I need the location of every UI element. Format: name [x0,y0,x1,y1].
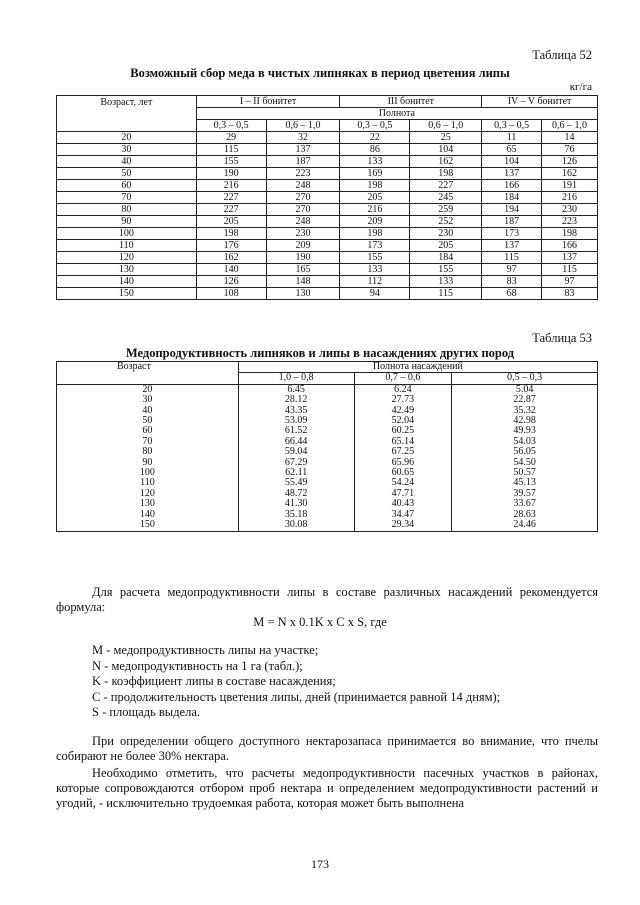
table52-value-cell: 198 [410,168,482,180]
table53-age-cell: 90 [57,458,239,468]
table52-value-cell: 248 [266,216,340,228]
table52-age-cell: 50 [57,168,197,180]
table-row [57,240,598,252]
table52-value-cell: 22 [340,132,410,144]
table52-value-cell: 83 [542,288,598,300]
table52-value-cell: 227 [410,180,482,192]
table52-value-cell: 104 [410,144,482,156]
table53-value-cell: 54.50 [452,458,598,468]
page-number: 173 [311,857,329,871]
table52-value-cell: 68 [482,288,542,300]
table53-value-cell: 41.30 [238,499,354,509]
table52-value-cell: 162 [410,156,482,168]
table53-label: Таблица 53 [532,331,592,345]
table-row [57,288,598,300]
table52-value-cell: 97 [542,276,598,288]
table-row [57,520,598,531]
definition-item: C - продолжительность цветения липы, дней (принимается равной 14 дням); [92,689,501,704]
definitions-list [92,643,500,721]
table-row [57,264,598,276]
table52-age-cell: 80 [57,204,197,216]
table53-value-cell: 45.13 [452,478,598,488]
paragraph-nectar-text: При определении общего доступного нектарозапаса принимается во внимание, что пчелы собирают не более 30% нектара. [56,734,598,763]
table52-age-cell: 30 [57,144,197,156]
table52-age-cell: 110 [57,240,197,252]
table53-value-cell: 67.25 [354,447,452,457]
table52-value-cell: 137 [482,240,542,252]
table53-value-cell: 66.44 [238,437,354,447]
table52-value-cell: 115 [482,252,542,264]
table53-age-cell: 140 [57,510,239,520]
table-row [57,216,598,228]
table53-value-cell: 65.96 [354,458,452,468]
table53-value-cell: 42.98 [452,416,598,426]
table52-value-cell: 86 [340,144,410,156]
table52-value-cell: 115 [542,264,598,276]
table52-value-cell: 11 [482,132,542,144]
table53-value-cell: 27.73 [354,395,452,405]
table52-value-cell: 248 [266,180,340,192]
table52-value-cell: 245 [410,192,482,204]
table52-age-cell: 100 [57,228,197,240]
table53-age-cell: 150 [57,520,239,531]
table52-sub-header: 0,6 – 1,0 [410,120,482,132]
table53-value-cell: 42.49 [354,406,452,416]
table53-age-cell: 30 [57,395,239,405]
table52-sub-header: 0,6 – 1,0 [542,120,598,132]
table53-age-cell: 120 [57,489,239,499]
table52-group-header: I – II бонитет [196,96,340,108]
table52-label: Таблица 52 [532,48,592,62]
table52-value-cell: 155 [340,252,410,264]
table52-value-cell: 137 [482,168,542,180]
table52-value-cell: 191 [542,180,598,192]
table52-value-cell: 252 [410,216,482,228]
table52-value-cell: 133 [340,264,410,276]
table53-sub-header: 0,7 – 0,6 [354,373,452,384]
intro-text: Для расчета медопродуктивности липы в составе различных насаждений рекомендуется формула: [56,585,598,614]
table52-value-cell: 194 [482,204,542,216]
table53-age-cell: 40 [57,406,239,416]
table52-value-cell: 76 [542,144,598,156]
table-row [57,228,598,240]
table53-value-cell: 33.67 [452,499,598,509]
table53-age-cell: 80 [57,447,239,457]
table53-value-cell: 34.47 [354,510,452,520]
table53-value-cell: 49.93 [452,426,598,436]
table52-value-cell: 209 [266,240,340,252]
table52-value-cell: 230 [266,228,340,240]
table53-value-cell: 48.72 [238,489,354,499]
table52-value-cell: 137 [266,144,340,156]
table53-value-cell: 56.05 [452,447,598,457]
table52-value-cell: 209 [340,216,410,228]
table52-value-cell: 187 [266,156,340,168]
table52-group-header: IV – V бонитет [482,96,598,108]
table52-sub-header: 0,6 – 1,0 [266,120,340,132]
table52-value-cell: 165 [266,264,340,276]
table52-sub-header: 0,3 – 0,5 [340,120,410,132]
table53-value-cell: 50.57 [452,468,598,478]
table53-value-cell: 6.24 [354,384,452,395]
table53-value-cell: 43.35 [238,406,354,416]
table52-age-cell: 140 [57,276,197,288]
paragraph-note [56,766,598,811]
table52-value-cell: 176 [196,240,266,252]
table52-value-cell: 223 [542,216,598,228]
table53-value-cell: 65.14 [354,437,452,447]
table52-value-cell: 270 [266,204,340,216]
table52-value-cell: 198 [340,228,410,240]
table53-value-cell: 28.12 [238,395,354,405]
table52-value-cell: 230 [410,228,482,240]
table53-value-cell: 35.18 [238,510,354,520]
table52-value-cell: 198 [196,228,266,240]
table52-value-cell: 205 [196,216,266,228]
table52-value-cell: 94 [340,288,410,300]
table53-sub-header: 1,0 – 0,8 [238,373,354,384]
intro-paragraph [56,585,598,615]
table53-age-header: Возраст [57,362,239,385]
table53-age-cell: 50 [57,416,239,426]
table-row [57,180,598,192]
table-row [57,156,598,168]
table52-value-cell: 162 [196,252,266,264]
table53-age-cell: 110 [57,478,239,488]
table52-density-header: Полнота [196,108,597,120]
table52-value-cell: 162 [542,168,598,180]
table52-value-cell: 97 [482,264,542,276]
table52-value-cell: 104 [482,156,542,168]
table-row [57,276,598,288]
table52-value-cell: 230 [542,204,598,216]
table52 [56,95,598,300]
table53-age-cell: 100 [57,468,239,478]
table52-age-cell: 130 [57,264,197,276]
table52-value-cell: 216 [340,204,410,216]
definition-item: M - медопродуктивность липы на участке; [92,643,319,657]
paragraph-nectar [56,734,598,764]
table53-value-cell: 30.08 [238,520,354,531]
table-row [57,144,598,156]
table52-sub-header: 0,3 – 0,5 [196,120,266,132]
table-row [57,168,598,180]
table52-age-cell: 60 [57,180,197,192]
table52-sub-header: 0,3 – 0,5 [482,120,542,132]
table52-value-cell: 198 [542,228,598,240]
table52-value-cell: 65 [482,144,542,156]
table52-age-cell: 150 [57,288,197,300]
table52-value-cell: 198 [340,180,410,192]
table52-value-cell: 169 [340,168,410,180]
table52-value-cell: 227 [196,192,266,204]
table52-value-cell: 166 [482,180,542,192]
table-row [57,132,598,144]
table52-value-cell: 133 [340,156,410,168]
table52-value-cell: 148 [266,276,340,288]
table52-value-cell: 187 [482,216,542,228]
table52-value-cell: 205 [410,240,482,252]
table52-value-cell: 108 [196,288,266,300]
table53-value-cell: 29.34 [354,520,452,531]
table52-value-cell: 126 [196,276,266,288]
table53-value-cell: 5.04 [452,384,598,395]
table53-value-cell: 67.29 [238,458,354,468]
definition-item: K - коэффициент липы в составе насаждения; [92,674,336,689]
table53-value-cell: 54.03 [452,437,598,447]
table53-title: Медопродуктивность липняков и липы в насаждениях других пород [125,346,515,360]
table52-value-cell: 173 [340,240,410,252]
table52-value-cell: 227 [196,204,266,216]
table52-value-cell: 190 [266,252,340,264]
table52-unit: кг/га [569,81,592,93]
table53-value-cell: 47.71 [354,489,452,499]
definition-item: N - медопродуктивность на 1 га (табл.); [92,658,303,673]
table52-value-cell: 32 [266,132,340,144]
table52-age-cell: 70 [57,192,197,204]
table52-value-cell: 259 [410,204,482,216]
table52-age-cell: 20 [57,132,197,144]
table53-value-cell: 22.87 [452,395,598,405]
table52-value-cell: 126 [542,156,598,168]
table52-age-cell: 40 [57,156,197,168]
table52-value-cell: 115 [410,288,482,300]
table52-value-cell: 137 [542,252,598,264]
table52-value-cell: 133 [410,276,482,288]
table53-value-cell: 55.49 [238,478,354,488]
table53-age-cell: 20 [57,384,239,395]
table52-value-cell: 216 [542,192,598,204]
table52-value-cell: 223 [266,168,340,180]
table52-value-cell: 270 [266,192,340,204]
table-row [57,204,598,216]
table53-value-cell: 40.43 [354,499,452,509]
table53-value-cell: 60.65 [354,468,452,478]
table53-value-cell: 60.25 [354,426,452,436]
table53-value-cell: 61.52 [238,426,354,436]
table52-value-cell: 216 [196,180,266,192]
table53-value-cell: 24.46 [452,520,598,531]
table-row [57,252,598,264]
table53-value-cell: 6.45 [238,384,354,395]
formula: M = N x 0.1K x C x S, где [253,615,387,629]
table53-age-cell: 60 [57,426,239,436]
table53-value-cell: 39.57 [452,489,598,499]
table53 [56,361,598,532]
table52-value-cell: 190 [196,168,266,180]
table52-age-cell: 90 [57,216,197,228]
table53-age-cell: 130 [57,499,239,509]
table52-value-cell: 155 [196,156,266,168]
table53-density-header: Полнота насаждений [238,362,597,373]
table52-value-cell: 14 [542,132,598,144]
paragraph-note-text: Необходимо отметить, что расчеты медопродуктивности пасечных участков в районах, которые сопровождаются отбором проб нектара и определением медопродуктивности растений и угодий, - исключительно трудоемкая работа, которая может быть выполнена [56,766,598,810]
table52-group-header: III бонитет [340,96,482,108]
table52-age-header: Возраст, лет [57,96,197,132]
table53-value-cell: 59.04 [238,447,354,457]
table52-age-cell: 120 [57,252,197,264]
table52-value-cell: 173 [482,228,542,240]
table-row [57,192,598,204]
table52-value-cell: 130 [266,288,340,300]
table52-value-cell: 184 [482,192,542,204]
table52-value-cell: 115 [196,144,266,156]
table52-value-cell: 29 [196,132,266,144]
table53-age-cell: 70 [57,437,239,447]
table52-value-cell: 112 [340,276,410,288]
table52-value-cell: 155 [410,264,482,276]
table53-sub-header: 0,5 – 0,3 [452,373,598,384]
table52-value-cell: 25 [410,132,482,144]
definition-item: S - площадь выдела. [92,705,201,720]
table52-value-cell: 83 [482,276,542,288]
table52-title: Возможный сбор меда в чистых липняках в период цветения липы [130,66,510,80]
table52-value-cell: 184 [410,252,482,264]
table52-value-cell: 140 [196,264,266,276]
table53-value-cell: 54.24 [354,478,452,488]
table53-value-cell: 62.11 [238,468,354,478]
table53-value-cell: 53.09 [238,416,354,426]
table52-value-cell: 205 [340,192,410,204]
table53-value-cell: 35.32 [452,406,598,416]
table52-value-cell: 166 [542,240,598,252]
table53-value-cell: 28.63 [452,510,598,520]
table53-value-cell: 52.04 [354,416,452,426]
